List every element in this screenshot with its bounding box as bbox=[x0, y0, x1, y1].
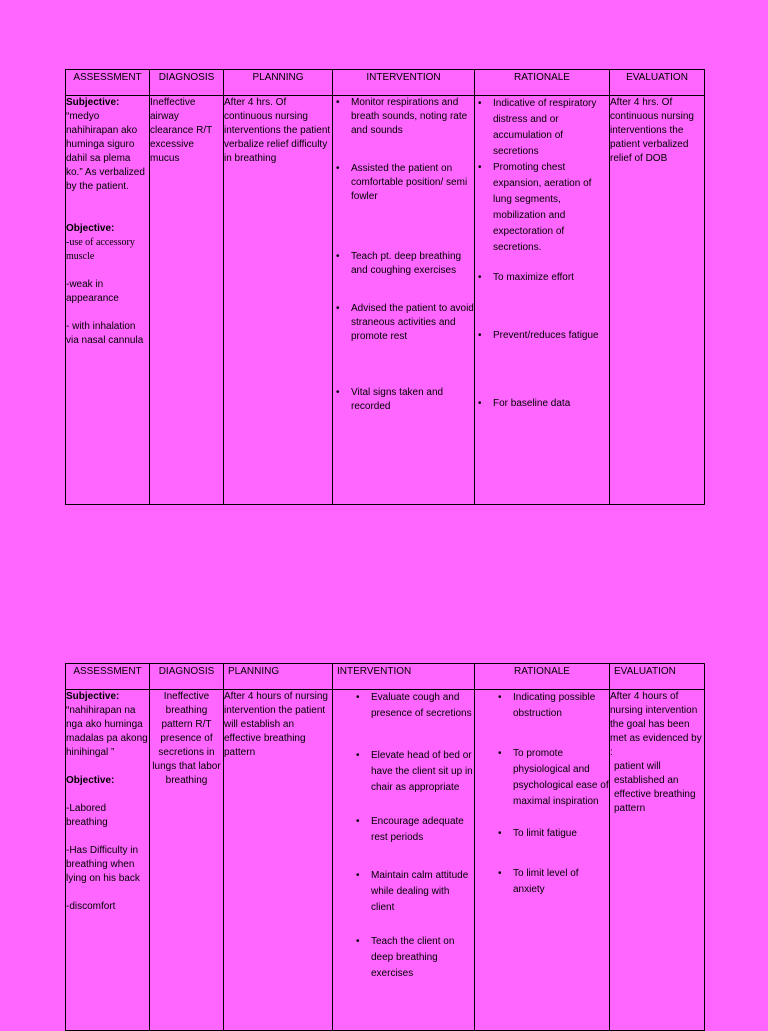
header-diagnosis: DIAGNOSIS bbox=[150, 664, 224, 690]
nursing-care-plan-table-2 bbox=[65, 663, 705, 1031]
header-planning: PLANNING bbox=[224, 70, 333, 96]
rationale-cell bbox=[475, 690, 610, 1031]
objective-item: -discomfort bbox=[66, 901, 116, 912]
bullet-icon: • bbox=[356, 936, 360, 947]
evaluation-lead: After 4 hours of nursing intervention the goal has been met as evidenced by : bbox=[610, 691, 702, 758]
list-item: • To limit level of anxiety bbox=[498, 868, 579, 895]
evaluation-cell: After 4 hrs. Of continuous nursing interventions the patient verbalized relief of DOB bbox=[610, 96, 705, 505]
header-rationale: RATIONALE bbox=[475, 70, 610, 96]
header-intervention: INTERVENTION bbox=[333, 70, 475, 96]
objective-label: Objective: bbox=[66, 223, 115, 234]
header-evaluation: EVALUATION bbox=[610, 70, 705, 96]
bullet-icon: • bbox=[356, 692, 360, 703]
bullet-icon: • bbox=[478, 398, 482, 409]
list-item: • Teach the client on deep breathing exercises bbox=[356, 936, 455, 979]
header-evaluation: EVALUATION bbox=[610, 664, 705, 690]
planning-cell: After 4 hours of nursing intervention the patient will establish an effective breathing pattern bbox=[224, 690, 333, 1031]
header-rationale: RATIONALE bbox=[475, 664, 610, 690]
objective-label: Objective: bbox=[66, 775, 115, 786]
list-item: • To maximize effort bbox=[475, 270, 609, 286]
bullet-icon: • bbox=[336, 251, 340, 262]
bullet-icon: • bbox=[478, 272, 482, 283]
list-item: • Elevate head of bed or have the client sit up in chair as appropriate bbox=[356, 750, 473, 793]
rationale-cell bbox=[475, 96, 610, 505]
list-item: • Encourage adequate rest periods bbox=[356, 816, 464, 843]
bullet-icon: • bbox=[356, 870, 360, 881]
list-item: • Indicative of respiratory distress and or accumulation of secretions bbox=[478, 98, 597, 157]
header-planning: PLANNING bbox=[224, 664, 333, 690]
bullet-icon: • bbox=[356, 750, 360, 761]
header-intervention: INTERVENTION bbox=[333, 664, 475, 690]
subjective-text: “medyo nahihirapan ako huminga siguro dahil sa plema ko.” As verbalized by the patient. bbox=[66, 111, 145, 192]
nursing-care-plan-table-1 bbox=[65, 69, 705, 505]
bullet-icon: • bbox=[498, 868, 502, 879]
list-item: • Vital signs taken and recorded bbox=[336, 387, 444, 412]
diagnosis-cell: Ineffective breathing pattern R/T presence of secretions in lungs that labor breathing bbox=[150, 690, 224, 1031]
objective-item: -Has Difficulty in breathing when lying on his back bbox=[66, 845, 140, 884]
bullet-icon: • bbox=[498, 692, 502, 703]
objective-item: -weak in appearance bbox=[66, 279, 119, 304]
subjective-label: Subjective: bbox=[66, 691, 120, 702]
list-item: • Maintain calm attitude while dealing with client bbox=[356, 870, 469, 913]
list-item: • To promote physiological and psychological ease of maximal inspiration bbox=[498, 748, 609, 807]
objective-item: -Labored breathing bbox=[66, 803, 108, 828]
bullet-icon: • bbox=[478, 330, 482, 341]
bullet-icon: • bbox=[498, 748, 502, 759]
intervention-cell bbox=[333, 96, 475, 505]
list-item: • To limit fatigue bbox=[495, 826, 609, 842]
bullet-icon: • bbox=[336, 163, 340, 174]
bullet-icon: • bbox=[336, 303, 340, 314]
table-header-row bbox=[66, 664, 705, 690]
planning-cell: After 4 hrs. Of continuous nursing interventions the patient verbalize relief difficulty in breathing bbox=[224, 96, 333, 505]
subjective-label: Subjective: bbox=[66, 97, 120, 108]
evaluation-cell bbox=[610, 690, 705, 1031]
objective-item: - with inhalation via nasal cannula bbox=[66, 321, 144, 346]
evaluation-detail: patient will established an effective breathing pattern bbox=[614, 761, 696, 814]
diagnosis-cell: Ineffective airway clearance R/T excessive mucus bbox=[150, 96, 224, 505]
bullet-icon: • bbox=[336, 97, 340, 108]
list-item: • Teach pt. deep breathing and coughing exercises bbox=[336, 251, 462, 276]
assessment-cell bbox=[66, 96, 150, 505]
list-item: • For baseline data bbox=[475, 396, 609, 412]
assessment-cell bbox=[66, 690, 150, 1031]
list-item: • Monitor respirations and breath sounds, noting rate and sounds bbox=[336, 97, 468, 136]
objective-item: -use of accessory muscle bbox=[66, 237, 135, 262]
bullet-icon: • bbox=[356, 816, 360, 827]
header-assessment: ASSESSMENT bbox=[66, 664, 150, 690]
list-item: • Indicating possible obstruction bbox=[498, 692, 596, 719]
table-row bbox=[66, 690, 705, 1031]
header-diagnosis: DIAGNOSIS bbox=[150, 70, 224, 96]
table-header-row bbox=[66, 70, 705, 96]
header-assessment: ASSESSMENT bbox=[66, 70, 150, 96]
bullet-icon: • bbox=[336, 387, 340, 398]
list-item: • Promoting chest expansion, aeration of lung segments, mobilization and expectoration of secretions. bbox=[478, 162, 592, 253]
bullet-icon: • bbox=[498, 828, 502, 839]
bullet-icon: • bbox=[478, 98, 482, 109]
list-item: • Prevent/reduces fatigue bbox=[475, 328, 609, 344]
subjective-text: “nahihirapan na nga ako huminga madalas pa akong hinihingal ” bbox=[66, 705, 148, 758]
intervention-cell bbox=[333, 690, 475, 1031]
table-row bbox=[66, 96, 705, 505]
bullet-icon: • bbox=[478, 162, 482, 173]
list-item: • Evaluate cough and presence of secretions bbox=[356, 692, 472, 719]
list-item: • Assisted the patient on comfortable position/ semi fowler bbox=[336, 163, 468, 202]
list-item: • Advised the patient to avoid straneous activities and promote rest bbox=[336, 303, 474, 342]
